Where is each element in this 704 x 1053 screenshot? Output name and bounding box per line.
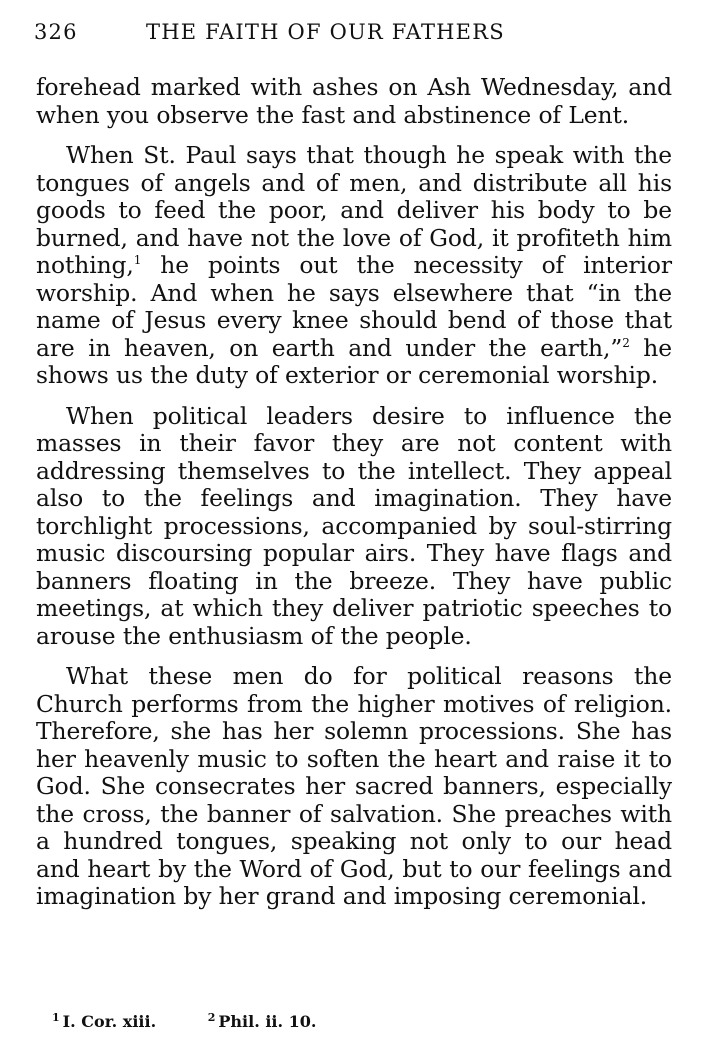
- footnote: [52, 1012, 156, 1031]
- paragraph-continued: forehead marked with ashes on Ash Wednesday, and when you observe the fast and abstinence of Lent.: [36, 73, 672, 129]
- footnotes: [52, 1012, 612, 1031]
- footnote-text: Phil. ii. 10.: [218, 1012, 317, 1031]
- paragraph: What these men do for political reasons the Church performs from the higher motives of religion. Therefore, she has her solemn processions. She has her heavenly music to soften the heart and raise it to God. She consecrates her sacred banners, especially the cross, the banner of salvation. She preaches with a hundred tongues, speaking not only to our head and heart by the Word of God, but to our feelings and imagination by her grand and imposing ceremonial.: [36, 662, 672, 910]
- paragraph-text: he points out the necessity of interior worship. And when he says elsewhere that “in the name of Jesus every knee should bend of those that are in heaven, on earth and under the earth,”: [36, 251, 672, 362]
- paragraph-text: When St. Paul says that though he speak with the tongues of angels and of men, and distribute all his goods to feed the poor, and deliver his body to be burned, and have not the love of God, it profiteth him nothing,: [36, 141, 672, 279]
- footnote-mark: 2: [207, 1011, 216, 1024]
- footnote-mark: 1: [52, 1011, 60, 1024]
- footnote-ref: 2: [622, 335, 630, 350]
- running-title: THE FAITH OF OUR FATHERS: [146, 20, 505, 44]
- footnote-text: I. Cor. xiii.: [62, 1012, 157, 1031]
- body-text: [36, 74, 672, 924]
- footnote-ref: 1: [133, 253, 142, 267]
- paragraph: [36, 142, 672, 390]
- paragraph-text: he shows us the duty of exterior or ceremonial worship.: [36, 333, 672, 389]
- page-header: [34, 20, 674, 50]
- paragraph: When political leaders desire to influence the masses in their favor they are not content with addressing themselves to the intellect. They appeal also to the feelings and imagination. They have torchlight processions, accompanied by soul-stirring music discoursing popular airs. They have flags and banners floating in the breeze. They have public meetings, at which they deliver patriotic speeches to arouse the enthusiasm of the people.: [36, 401, 672, 650]
- page-number: 326: [34, 20, 78, 44]
- footnote: [208, 1012, 317, 1031]
